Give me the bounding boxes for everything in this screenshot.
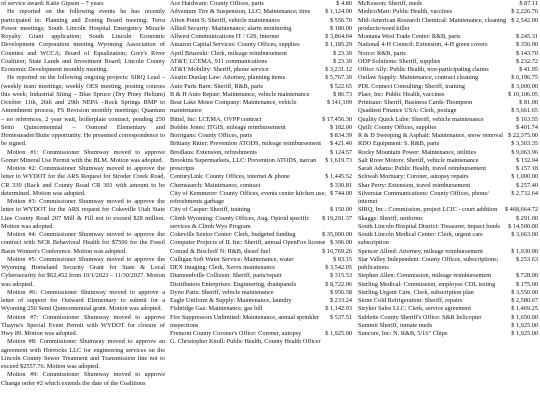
voucher-entry: [170, 83, 352, 91]
voucher-payee: Cokeville Senior Center: Clerk, budgeted funding: [170, 231, 296, 238]
voucher-amount: $ 421.40: [329, 140, 352, 148]
voucher-payee: Allwest Communications IT / GIS, internet: [170, 33, 280, 40]
voucher-entry: [358, 297, 538, 305]
voucher-amount: $ 180.00: [329, 24, 352, 32]
voucher-payee: Sublette County Sheriff's Office: S&R helicopter: [358, 313, 482, 321]
voucher-payee: Montana West Trade Center: R&B, parts: [358, 33, 461, 40]
voucher-payee: Bear Lake Motor Company: Maintenance, vehicle maintenance: [170, 99, 297, 115]
voucher-entry: [170, 116, 352, 124]
minutes-paragraph: Motion #7: Commissioner Shumway moved to approve Thayne's Special Event Permit with WYDOT for closure of Hwy 89. Motion was adopted.: [1, 313, 165, 337]
voucher-amount: $ 2,732.64: [511, 189, 538, 197]
voucher-entry: [170, 248, 352, 256]
voucher-payee: Sterling Urgent Care, Clerk, subscription plan: [358, 288, 474, 296]
voucher-entry: [170, 50, 352, 58]
voucher-payee: CenturyLink: County Offices, internet & phone: [170, 173, 290, 181]
voucher-entry: [170, 140, 352, 148]
minutes-paragraph: He reported on the following ongoing projects: SIRQ Lead – (weekly team meetings; weekly OES meeting, posting courses this week; Industrial Siting – Blue Spruce (Dry Piney Helium) October 11th, 26th and 29th NEPA –Rock Springs RMP to Amendment process, FS Revision monthly meetings; Quantum – no references, 2 year wait, boilerplate contract, pending 250 Semi Quincentennial – Osmond Elementary and Homesteader/Butte opportunity. He presented correspondence to be signed.: [1, 74, 165, 148]
voucher-entry: [358, 223, 538, 231]
voucher-amount: $ 4.80: [336, 0, 352, 7]
voucher-amount: $ 35,000.00: [322, 231, 352, 238]
voucher-amount: $ 1,142.93: [325, 305, 352, 313]
voucher-payee: Outlaw Supply: Maintenance, contract cleaning: [358, 74, 479, 82]
voucher-payee: Quill: County Offices, supplies: [358, 123, 437, 131]
voucher-entry: [170, 314, 352, 331]
minutes-paragraph: Motion #5: Commissioner Shumway moved to approve the Wyoming Homeland Security Grant for State & Local Cybersecurity for $62,452 from 10/1/2023 – 11/30/2027. Motion was adopted.: [1, 255, 165, 288]
voucher-entry: [170, 173, 352, 181]
voucher-amount: $ 9,063.96: [511, 148, 538, 156]
voucher-entry: [358, 107, 538, 115]
voucher-amount: $ 132.94: [515, 156, 538, 164]
voucher-amount: $ 3,663.00: [511, 231, 538, 238]
voucher-amount: $ 232.72: [515, 57, 538, 65]
voucher-amount: $ 10,106.05: [508, 90, 538, 98]
voucher-entry: [358, 256, 538, 273]
voucher-amount: $ 87.11: [519, 0, 538, 7]
voucher-entry: [358, 91, 538, 99]
voucher-payee: Brittany Ritter: Prevention ATODS, mileage reimbursement: [170, 140, 321, 148]
voucher-amount: $ 1,000.00: [511, 173, 538, 181]
voucher-payee: G. Christopher Knoll: Public Health, County Health Officer: [170, 338, 321, 346]
voucher-entry: [170, 338, 352, 346]
voucher-entry: [358, 330, 538, 338]
voucher-amount: $ 163.55: [515, 115, 538, 123]
voucher-amount: $ 23.30: [333, 49, 352, 57]
voucher-payee: Suncore, Inc: N. R&B, 5/16" Chips: [358, 330, 448, 337]
voucher-payee: Conrad & Bischoff N: R&B, diesel fuel: [170, 247, 271, 255]
voucher-amount: $ 1,650.00: [511, 313, 538, 321]
voucher-entry: [170, 17, 352, 25]
voucher-entry: [358, 190, 538, 207]
voucher-payee: National 4-H Council: Extension, 4-H green covers: [358, 41, 488, 49]
voucher-amount: $ 2,542.00: [511, 16, 538, 24]
voucher-entry: [170, 91, 352, 99]
voucher-entry: [358, 173, 538, 181]
voucher-entry: [358, 281, 538, 289]
voucher-amount: $ 5,767.30: [325, 74, 352, 82]
minutes-paragraph: Motion #2: Commissioner Shumway moved to approve the letter to WYDOT for the ARS Request for Stroder Creek Road, CR 330 (Back and County Road CR 301 with amount to be determined. Motion was adopted.: [1, 165, 165, 197]
voucher-payee: Plaer, Inc: Public Health, vaccines: [358, 90, 445, 98]
voucher-entry: [358, 140, 538, 148]
voucher-amount: $ 141,109: [326, 99, 352, 106]
voucher-payee: Ace Hardware: County Offices, parts: [170, 0, 264, 7]
voucher-amount: $ 2,580.67: [511, 297, 538, 304]
voucher-entry: [170, 66, 352, 74]
voucher-entry: [170, 41, 352, 49]
voucher-entry: [170, 239, 352, 247]
voucher-entry: [358, 165, 538, 173]
voucher-amount: $ 41.95: [519, 66, 538, 73]
voucher-payee: DEX Imaging: Clerk, Xerox maintenance: [170, 264, 276, 271]
voucher-payee: Auto Parts Barn: Sheriff, R&B, parts: [170, 82, 264, 90]
voucher-amount: $ 3,864.04: [325, 33, 352, 40]
voucher-amount: $ 3,542.05: [325, 264, 352, 271]
voucher-entry: [358, 66, 538, 74]
voucher-payee: City of Casper: Sheriff, training: [170, 206, 251, 214]
voucher-payee: South Lincoln Medical Center: Clerk, urgent care subscription: [358, 231, 483, 247]
voucher-payee: Fire Suppressors Unlimited: Maintenance, annual sprinkler inspections: [170, 313, 319, 329]
voucher-entry: [170, 330, 352, 338]
minutes-paragraph: Motion #3: Commissioner Shumway moved to approve the letter to WYDOT for the ARS request for Cokeville Utah State Line County Road 207 Mill & Fill not to exceed $28 million. Motion was adopted.: [1, 198, 165, 230]
voucher-amount: $ 315.53: [329, 272, 352, 280]
voucher-entry: [170, 289, 352, 297]
voucher-payee: Norco: R&B, parts: [358, 49, 406, 57]
voucher-payee: Borrigans: County Offices, parts: [170, 132, 253, 139]
minutes-paragraph: of service award: Katie Gipson – 7 years: [1, 0, 104, 7]
voucher-payee: Fishridge Gas: Maintenance, gas bill: [170, 305, 263, 313]
voucher-amount: $ 330.81: [329, 181, 352, 189]
voucher-amount: $ 83.15: [333, 255, 352, 263]
voucher-payee: Quadient Finance USA: Clerk, postage: [358, 107, 457, 115]
voucher-amount: $ 522.65: [329, 82, 352, 90]
voucher-entry: [170, 264, 352, 272]
voucher-amount: $ 23.30: [333, 57, 352, 65]
voucher-payee: Schwab Mortuary: Coroner, autopsy repairs: [358, 173, 469, 181]
voucher-entry: [170, 58, 352, 66]
voucher-entry: [170, 281, 352, 289]
voucher-entry: [358, 8, 538, 16]
vouchers-column-middle: [170, 0, 352, 400]
voucher-entry: [170, 124, 352, 132]
voucher-amount: $ 17,456.30: [322, 115, 352, 123]
voucher-entry: [170, 157, 352, 174]
minutes-paragraph: Motion #1: Commissioner Shumway moved to approve Gomer Mineral Use Permit with the BLM. Motion was adopted.: [1, 148, 165, 164]
voucher-payee: Bittel, Inc: LCEMA, OVPP contract: [170, 115, 262, 123]
voucher-amount: $ 143.70: [515, 49, 538, 57]
voucher-payee: City of Kemmerer: County Offices, events center kitchen use; refreshments garbage: [170, 189, 327, 205]
voucher-entry: [358, 33, 538, 41]
voucher-amount: $ 6,196.75: [511, 74, 538, 82]
voucher-payee: Quality Quick Lube: Sheriff, vehicle maintenance: [358, 115, 484, 123]
voucher-payee: Salt River Motors: Sheriff, vehicle maintenance: [358, 156, 479, 164]
voucher-payee: Bobbie Jones: ITGIS, mileage reimbursement: [170, 123, 286, 131]
voucher-entry: [358, 116, 538, 124]
voucher-entry: [358, 83, 538, 91]
voucher-amount: $ 291.00: [515, 214, 538, 222]
voucher-payee: B & H Auto Repair: Maintenance, vehicle maintenance: [170, 90, 310, 98]
voucher-amount: $ 233.24: [329, 297, 352, 304]
voucher-payee: RDO Equipment: S. R&B, parts: [358, 140, 440, 148]
voucher-amount: $ 744.00: [329, 189, 352, 197]
voucher-amount: $ 19,291.37: [322, 214, 352, 222]
voucher-amount: $ 728.00: [515, 272, 538, 280]
voucher-payee: SIRQ, Inc.: Commission, project LCIC - court addition: [358, 206, 498, 214]
voucher-amount: $ 124.57: [329, 148, 352, 156]
voucher-amount: $ 537.51: [329, 313, 352, 321]
voucher-entry: [170, 149, 352, 157]
voucher-payee: PDL Connect Consulting: Sheriff, training: [358, 82, 465, 90]
voucher-amount: $ 956.38: [329, 288, 352, 296]
voucher-payee: ODP Solutions: Sheriff, supplies: [358, 57, 441, 65]
voucher-entry: [170, 74, 352, 82]
voucher-payee: Printsaur: Sheriff, Business Cards-Thompson: [358, 99, 473, 106]
voucher-entry: [358, 248, 538, 256]
voucher-entry: [358, 305, 538, 313]
voucher-entry: [358, 322, 538, 330]
voucher-entry: [358, 272, 538, 280]
voucher-payee: Fremont County Coroner's Office: Coroner, autopsy: [170, 330, 302, 337]
voucher-payee: Austin Dunlap Law: Attorney, planning items: [170, 74, 286, 82]
voucher-payee: MedicoMart: Public Health, vaccines: [358, 8, 453, 16]
voucher-entry: [170, 132, 352, 140]
voucher-payee: Spencer Allred: Attorney, mileage reimbursement: [358, 247, 483, 255]
vouchers-column-right: [358, 0, 538, 400]
voucher-entry: [358, 99, 538, 107]
voucher-entry: [170, 215, 352, 232]
minutes-column: [1, 0, 165, 400]
voucher-entry: [358, 215, 538, 223]
voucher-payee: Diamondville Collision: Sheriff, parts/repair: [170, 272, 282, 280]
voucher-entry: [358, 50, 538, 58]
voucher-entry: [170, 33, 352, 41]
voucher-amount: $ 1,185.29: [325, 41, 352, 49]
voucher-entry: [358, 206, 538, 214]
voucher-entry: [358, 149, 538, 157]
voucher-payee: Amazon Capital Services: County Offices, supplies: [170, 41, 300, 49]
voucher-payee: Star Valley Independent: County Offices, subscriptions; publications: [358, 255, 499, 271]
voucher-payee: Sterling Medical: Commission, employee CDL testing: [358, 280, 496, 288]
voucher-entry: [170, 25, 352, 33]
minutes-paragraph: He reported on the following events he has recently participated in: Planning and Zoning Board meeting; Terra Power meetings; South Lincoln Hospital Emergency Miracle Royalty Grant application; South Lincoln Economic Development Corporation meeting Wyoming Association of Counties and WCCA; Board of Equalization; Grey's River Coalition; State Lands and Investment Board; Lincoln County Economic Development monthly meeting.: [1, 8, 165, 73]
minutes-paragraph: Motion #4: Commissioner Shumway moved to approve the contract with NCR Behavioral Health for $7500 for the Fossil Basin Women's Conference. Motion was adopted.: [1, 231, 165, 255]
voucher-entry: [358, 182, 538, 190]
voucher-amount: $ 1,925.00: [511, 330, 538, 337]
voucher-payee: Culligan Soft Water Service: Maintenance, water: [170, 255, 294, 263]
voucher-amount: $ 1,445.52: [325, 173, 352, 181]
voucher-payee: Stryker Sales LLC: Clerk, service agreement: [358, 305, 471, 313]
voucher-payee: R & D Sweeping & Asphalt: Maintenance, snow removal: [358, 132, 503, 139]
voucher-amount: $ 1,124.00: [325, 8, 352, 16]
voucher-payee: Adventure Tire & Suspension, LLC; Maintenance; tires: [170, 8, 311, 16]
voucher-payee: Stone Cold Refrigeration: Sheriff, repairs: [358, 297, 463, 304]
voucher-payee: Distributors Enterprises: Engineering, drainpanels: [170, 280, 297, 288]
voucher-payee: Skaggs: Sheriff, uniforms: [358, 214, 423, 222]
voucher-entry: [170, 190, 352, 207]
voucher-entry: [170, 99, 352, 116]
voucher-payee: Computer Projects of IL Inc: Sheriff, annual OpenFox license: [170, 239, 326, 247]
minutes-paragraph: Motion #6: Commissioner Shumway moved to approve a letter of support for Outward Elementary to submit for a Wyoming 250 Semi Quincentennial grant. Motion was adopted.: [1, 288, 165, 313]
voucher-entry: [358, 124, 538, 132]
voucher-entry: [358, 58, 538, 66]
voucher-payee: Summit Sheriff, inmate meds: [358, 321, 433, 329]
voucher-entry: [170, 0, 352, 8]
voucher-payee: Brodlaus: Extension, refreshments: [170, 148, 257, 156]
voucher-amount: $ 5,661.65: [511, 107, 538, 115]
voucher-payee: Shar Perry: Extension, travel reimbursement: [358, 181, 471, 189]
voucher-amount: $ 182.00: [329, 123, 352, 131]
voucher-payee: Climb Wyoming: County Offices, Aug. Opioid specific services & Climb Wyo Program: [170, 214, 310, 230]
voucher-payee: Allied Security: Maintenance; alarm monitoring: [170, 24, 292, 32]
voucher-amount: $ 3,303.35: [511, 140, 538, 148]
voucher-entry: [358, 17, 538, 34]
voucher-entry: [358, 157, 538, 165]
voucher-payee: Brookins Supermarkets, LLC: Prevention ATODS, narcan prescripts: [170, 156, 317, 172]
voucher-payee: McKesson: Sheriff, meds: [358, 0, 423, 7]
voucher-payee: Dyno Parts: Sheriff, vehicle maintenance: [170, 288, 274, 296]
voucher-payee: Afton Point S: Sheriff, vehicle maintenance: [170, 16, 281, 24]
voucher-payee: AT&T Mobility: Sheriff, phone service: [170, 66, 269, 73]
voucher-entry: [358, 74, 538, 82]
voucher-payee: April Bruzeski: Clerk, mileage reimbursement: [170, 49, 287, 57]
voucher-entry: [170, 297, 352, 305]
voucher-payee: Stephen Allen: Commission, mileage reimbursement: [358, 272, 492, 280]
voucher-payee: Silverstar Communications: County Offices, phone/ internet: [358, 189, 489, 205]
voucher-amount: $ 396.00: [329, 239, 352, 247]
voucher-amount: $ 14,500.00: [508, 222, 538, 230]
voucher-payee: Mid-American Research Chemical: Maintenance, cleaning products/weed killer: [358, 16, 507, 32]
voucher-payee: Chemsearch: Maintenance, contract: [170, 181, 261, 189]
voucher-amount: $ 245.31: [515, 33, 538, 40]
voucher-amount: $ 1,469.25: [511, 305, 538, 313]
voucher-amount: $ 16,769.26: [322, 247, 352, 255]
voucher-amount: $ 22,375.00: [508, 132, 538, 139]
voucher-amount: $ 1,925.00: [511, 321, 538, 329]
minutes-paragraph: Motion #8: Commissioner Shumway moved to approve an agreement with Horrocks LLC for engineering services on the Lincoln County Sewer Treatment and Transmission line not to exceed $2557.76. Motion was adopted.: [1, 338, 165, 370]
voucher-amount: $ 81.00: [519, 99, 538, 106]
voucher-entry: [358, 132, 538, 140]
voucher-entry: [170, 231, 352, 239]
voucher-entry: [170, 272, 352, 280]
voucher-amount: $ 3,231.12: [325, 66, 352, 73]
voucher-payee: Rocky Mountain Power: Maintenance, utilities: [358, 148, 477, 156]
voucher-amount: $ 150.00: [329, 206, 352, 214]
voucher-amount: $ 175.00: [515, 280, 538, 288]
voucher-entry: [358, 314, 538, 322]
voucher-entry: [358, 41, 538, 49]
minutes-paragraph: Motion #9: Commissioner Shumway moved to approve Change order #2 which extends the date of the Coalitions: [1, 371, 165, 387]
voucher-entry: [170, 206, 352, 214]
voucher-entry: [170, 305, 352, 313]
voucher-payee: South Lincoln Hospital District: Treasurer, impact funds: [358, 222, 500, 230]
voucher-payee: Sarah Adams: Public Health, travel reimbursement: [358, 165, 487, 172]
voucher-entry: [170, 256, 352, 264]
voucher-payee: Eagle Uniform & Supply: Maintenance, laundry: [170, 297, 292, 304]
voucher-amount: $ 356.00: [515, 41, 538, 49]
voucher-payee: Office Ally: Public Health, non-participating claims: [358, 66, 489, 73]
voucher-amount: $ 253.63: [515, 255, 538, 263]
voucher-amount: $ 3,550.00: [511, 288, 538, 296]
voucher-entry: [358, 231, 538, 248]
voucher-amount: $ 556.70: [329, 16, 352, 24]
voucher-amount: $ 257.40: [515, 181, 538, 189]
voucher-entry: [170, 182, 352, 190]
voucher-amount: $ 2,226.76: [511, 8, 538, 16]
voucher-amount: $ 401.74: [515, 123, 538, 131]
voucher-amount: $ 1,925.00: [325, 330, 352, 337]
voucher-entry: [170, 8, 352, 16]
voucher-amount: $ 468,664.72: [504, 206, 538, 214]
voucher-payee: AT&T; LCEMA, 911 communications: [170, 57, 268, 65]
voucher-amount: $ 8,722.06: [325, 280, 352, 288]
voucher-amount: $ 86.73: [333, 90, 352, 98]
voucher-amount: $ 1,619.73: [325, 156, 352, 164]
voucher-amount: $ 834.39: [329, 132, 352, 139]
voucher-amount: $ 3,000.00: [511, 82, 538, 90]
voucher-amount: $ 157.18: [515, 165, 538, 172]
voucher-entry: [358, 289, 538, 297]
voucher-entry: [358, 0, 538, 8]
voucher-amount: $ 1,930.00: [511, 247, 538, 255]
